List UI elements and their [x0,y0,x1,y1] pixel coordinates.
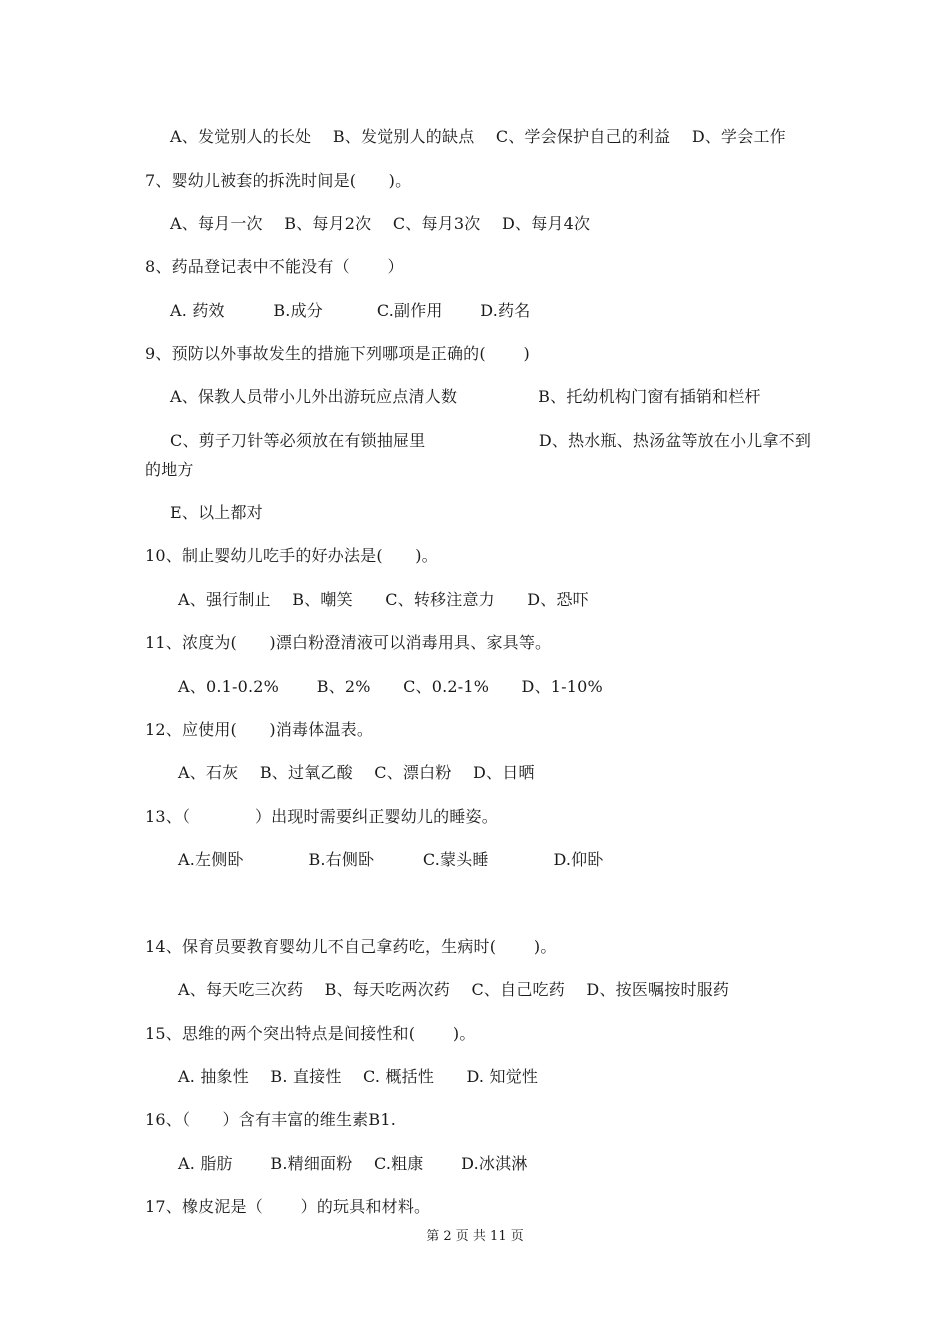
question-12: 12、应使用( )消毒体温表。 [145,720,374,739]
question-15: 15、思维的两个突出特点是间接性和( )。 [145,1024,476,1043]
question-7: 7、婴幼儿被套的拆洗时间是( )。 [145,171,412,190]
question-13: 13、（ ）出现时需要纠正婴幼儿的睡姿。 [145,807,498,826]
option-line: A、每天吃三次药 B、每天吃两次药 C、自己吃药 D、按医嘱按时服药 [178,980,730,999]
option-line: A、强行制止 B、嘲笑 C、转移注意力 D、恐吓 [178,590,589,609]
question-8: 8、药品登记表中不能没有（ ） [145,257,404,276]
question-16: 16、（ ）含有丰富的维生素B1. [145,1110,396,1129]
option-line: A、每月一次 B、每月2次 C、每月3次 D、每月4次 [170,214,591,233]
option-line: E、以上都对 [170,503,263,522]
question-11: 11、浓度为( )漂白粉澄清液可以消毒用具、家具等。 [145,633,552,652]
option-line: A. 药效 B.成分 C.副作用 D.药名 [170,301,531,320]
question-14: 14、保育员要教育婴幼儿不自己拿药吃，生病时( )。 [145,937,557,956]
question-9: 9、预防以外事故发生的措施下列哪项是正确的( ) [145,344,530,363]
question-10: 10、制止婴幼儿吃手的好办法是( )。 [145,546,438,565]
option-line: C、剪子刀针等必须放在有锁抽屉里 D、热水瓶、热汤盆等放在小儿拿不到 [170,431,812,450]
option-line: A、发觉别人的长处 B、发觉别人的缺点 C、学会保护自己的利益 D、学会工作 [170,127,786,146]
question-17: 17、橡皮泥是（ ）的玩具和材料。 [145,1197,431,1216]
option-line: A、0.1-0.2% B、2% C、0.2-1% D、1-10% [178,677,603,696]
option-line: A. 抽象性 B. 直接性 C. 概括性 D. 知觉性 [178,1067,539,1086]
page-footer: 第 2 页 共 11 页 [426,1229,524,1244]
option-line: A、保教人员带小儿外出游玩应点清人数 B、托幼机构门窗有插销和栏杆 [170,387,761,406]
option-line: A. 脂肪 B.精细面粉 C.粗康 D.冰淇淋 [178,1154,528,1173]
option-line: A.左侧卧 B.右侧卧 C.蒙头睡 D.仰卧 [178,850,604,869]
option-line-continuation: 的地方 [145,460,194,479]
option-line: A、石灰 B、过氧乙酸 C、漂白粉 D、日晒 [178,763,535,782]
